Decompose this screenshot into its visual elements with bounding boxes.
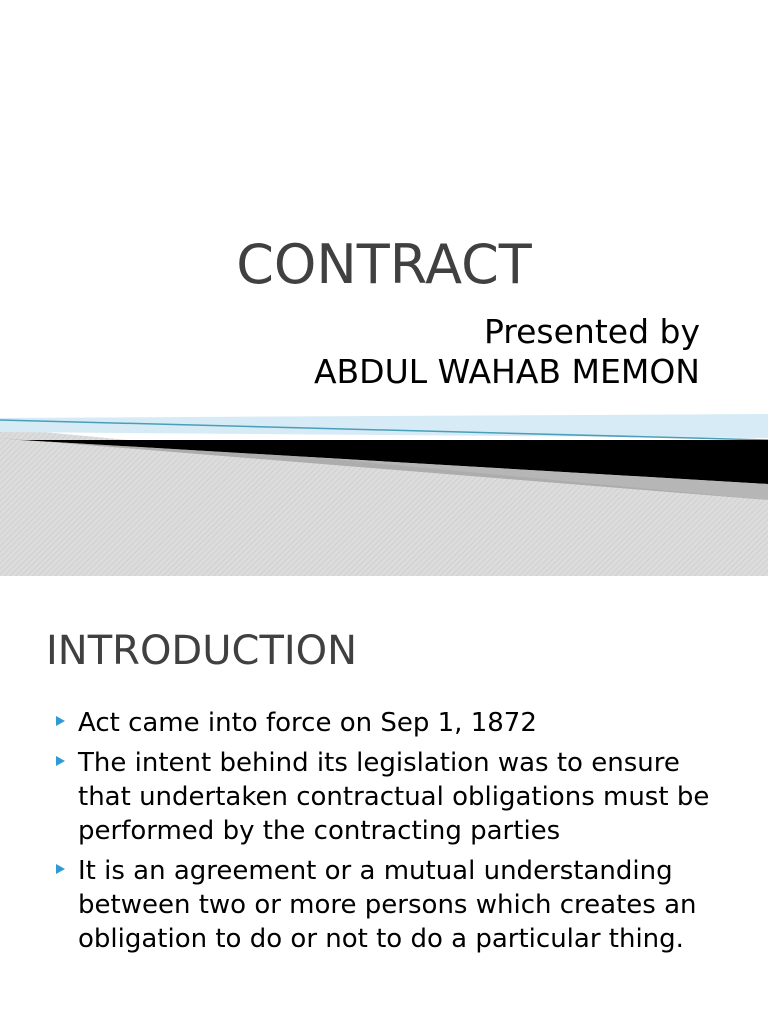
slide-title: CONTRACT bbox=[236, 233, 532, 296]
content-slide bbox=[0, 576, 768, 1024]
slide-title: INTRODUCTION bbox=[46, 628, 358, 674]
subtitle-line-presenter-name: ABDUL WAHAB MEMON bbox=[313, 352, 700, 391]
bullet-text: It is an agreement or a mutual understanding between two or more persons which creates an obligation to do or not to do a particular thing. bbox=[78, 856, 697, 954]
light-blue-sweep bbox=[0, 414, 768, 438]
list-item bbox=[52, 746, 732, 848]
decorative-band-graphic bbox=[0, 410, 768, 576]
list-item bbox=[52, 706, 732, 740]
list-item bbox=[52, 854, 732, 956]
bullet-text: Act came into force on Sep 1, 1872 bbox=[78, 708, 537, 738]
blue-triangle-bullet-icon bbox=[56, 716, 65, 726]
bullet-text: The intent behind its legislation was to ensure that undertaken contractual obligations must be performed by the contracting parties bbox=[78, 748, 710, 846]
subtitle-line-presented-by: Presented by bbox=[483, 312, 700, 351]
bullet-list bbox=[52, 706, 732, 962]
blue-triangle-bullet-icon bbox=[56, 756, 65, 766]
slide-subtitle bbox=[314, 312, 700, 392]
blue-triangle-bullet-icon bbox=[56, 864, 65, 874]
